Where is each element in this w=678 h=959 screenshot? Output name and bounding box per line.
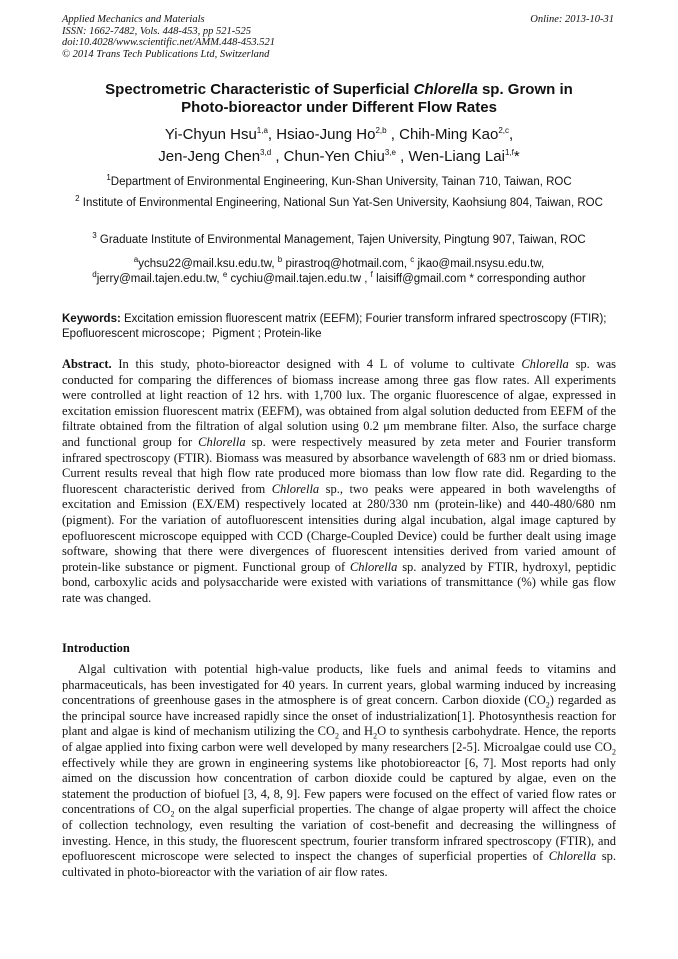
affiliation-3: $^3$ Graduate Institute of Environmental Management, Tajen University, Pingtung 907, Taiwan, ROC xyxy=(92,231,586,246)
issn-line: ISSN: 1662-7482, Vols. 448-453, pp 521-525 xyxy=(62,25,251,37)
author-name: Yi-Chyun Hsu xyxy=(164,126,257,143)
journal-name: Applied Mechanics and Materials xyxy=(62,14,205,25)
author-name: Jen-Jeng Chen xyxy=(158,147,261,165)
email-c: jkao@mail.nsysu.edu.tw, xyxy=(417,258,545,270)
keywords-label: Keywords: xyxy=(62,313,121,325)
introduction-paragraph: Algal cultivation with potential high-value products, like fuels and animal feeds to vitamins and pharmaceuticals, has been investigated for 40 years. In current years, global warming induced by increasing concentrations of greenhouse gases in the atmosphere is of great concern. Carbon dioxide $(CO_2)$ regarded as the principal source have increased rapidly since the onset of industrialization[1]. Photosynthesis reaction for plant and algae is kind of mechanism utilizing the $CO_2$ and $H_2O$ to synthesis carbohydrate. Hence, the reports of algae applied into fixing carbon were well developed by many researchers [2-5]. Microalgae could use $CO_2$ effectively while they are grown in engineering systems like photobioreactor [6, 7]. Most reports had only aimed on the discussion how concentration of carbon dioxide could be captured by algae, even on the statement the production of biofuel [3, 4, 8, 9]. Few papers were focused on the effect of varied flow rates or concentrations of $CO_2$ on the algal superficial properties. The change of algae property will affect the choice of collection technology, even resulting the variation of cost-benefit and decreasing the willingness of investing. Hence, in this study, the fluorescent spectrum, fourier transform infrared spectroscopy (FTIR), and epofluorescent microscope were selected to inspect the changes of superficial properties of Chlorella sp. cultivated in photo-bioreactor with the variation of air flow rates. xyxy=(62,662,617,879)
copyright-line: © 2014 Trans Tech Publications Ltd, Switzerland xyxy=(62,48,270,60)
paper-title: Spectrometric Characteristic of Superficial Chlorella sp. Grown in Photo-bioreactor under Different Flow Rates xyxy=(105,81,573,116)
author-list: Yi-Chyun Hsu$^{1,a}$, Hsiao-Jung Ho$^{2,b}$ , Chih-Ming Kao$^{2,c}$, Jen-Jeng Chen$^{3,d}$ , Chun-Yen Chiu$^{3,e}$ , Wen-Liang Lai$^{1,f}$* xyxy=(158,126,520,165)
journal-header xyxy=(62,14,275,60)
abstract-label: Abstract. xyxy=(62,357,112,371)
email-d: jerry@mail.tajen.edu.tw, xyxy=(96,272,220,285)
doi-line: doi:10.4028/www.scientific.net/AMM.448-453.521 xyxy=(62,37,275,48)
author-name: Wen-Liang Lai xyxy=(408,147,505,165)
affiliation-2: $^2$ Institute of Environmental Engineering, National Sun Yat-Sen University, Kaohsiung 804, Taiwan, ROC xyxy=(75,194,603,209)
author-name: Hsiao-Jung Ho xyxy=(276,126,376,143)
abstract: Abstract. In this study, photo-bioreactor designed with 4 L of volume to cultivate Chlorella sp. was conducted for comparing the differences of biomass increase among three gas flow rates. All experiments were controlled at light reaction of 12 hrs. with 1,700 lux. The organic fluorescence of algae, expressed in excitation emission fluorescent matrix (EEFM), was obtained from algal solution deducted from EEFM of the filtrate obtained from the filtration of algal solution using 0.2 μm membrane filter. Also, the surface charge and functional group for Chlorella sp. were respectively measured by zeta meter and Fourier transform infrared spectroscopy (FTIR). Biomass was measured by absorbance wavelength of 683 nm or dried biomass. Current results reveal that high flow rate produced more biomass than low flow rate did. Regarding to the fluorescent characteristic derived from Chlorella sp., two peaks were appeared in both wavelengths of excitation and Emission (EX/EM) respectively located at 280/330 nm (protein-like) and 440-480/680 nm (pigment). For the variation of autofluorescent intensities during algal incubation, algal image captured by epofluorescent microscope equipped with CCD (Charge-Coupled Device) could be further dealt using image software, showing that there were divergences of fluorescent intensities derived from varied amount of protein-like substance or pigment. Functional group of Chlorella sp. analyzed by FTIR, hydroxyl, peptidic bond, carboxylic acids and polysaccharide were existed with variations of transmittance (%) while gas flow rate was changed. xyxy=(62,357,616,605)
affiliation-1: $^1$Department of Environmental Engineering, Kun-Shan University, Tainan 710, Taiwan, ROC xyxy=(106,173,572,188)
email-b: pirastroq@hotmail.com, xyxy=(285,258,408,270)
email-list: $^a$ychsu22@mail.ksu.edu.tw, $^b$ pirastroq@hotmail.com, $^c$ jkao@mail.nsysu.edu.tw, $^d$jerry@mail.tajen.edu.tw, $^e$ cychiu@mail.tajen.edu.tw , $^f$ laisiff@gmail.com * corresponding author xyxy=(92,255,586,285)
keywords-text: Excitation emission fluorescent matrix (EEFM); Fourier transform infrared spectroscopy (FTIR); Epofluorescent microscope；Pigment ; Protein-like xyxy=(62,313,607,340)
online-date: Online: 2013-10-31 xyxy=(530,14,614,25)
section-heading: Introduction xyxy=(62,641,130,655)
email-f: laisiff@gmail.com * corresponding author xyxy=(376,272,586,285)
email-a: ychsu22@mail.ksu.edu.tw, xyxy=(138,258,275,270)
email-e: cychiu@mail.tajen.edu.tw , xyxy=(230,272,368,285)
author-name: Chih-Ming Kao xyxy=(399,126,499,143)
keywords xyxy=(62,312,616,341)
author-name: Chun-Yen Chiu xyxy=(283,147,385,165)
